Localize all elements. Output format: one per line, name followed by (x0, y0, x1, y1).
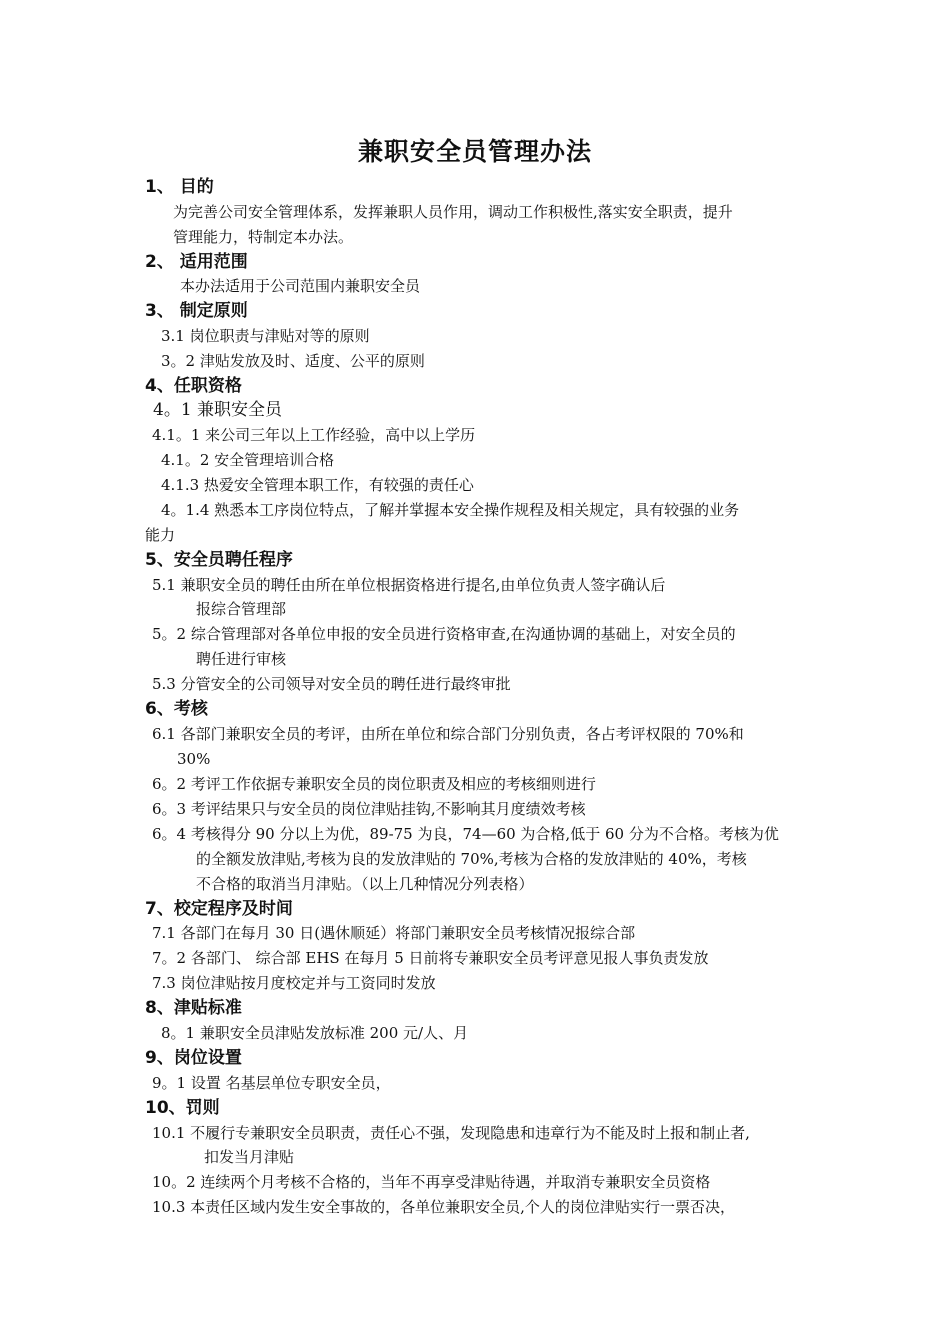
paragraph-line: 6.1 各部门兼职安全员的考评，由所在单位和综合部门分别负责，各占考评权限的 70%和 (152, 725, 744, 743)
section-heading: 10、罚则 (145, 1098, 220, 1118)
paragraph-line: 5。2 综合管理部对各单位申报的安全员进行资格审查,在沟通协调的基础上，对安全员的 (152, 625, 736, 643)
paragraph-line: 10.3 本责任区域内发生安全事故的，各单位兼职安全员,个人的岗位津贴实行一票否决， (152, 1198, 735, 1216)
paragraph-line: 6。2 考评工作依据专兼职安全员的岗位职责及相应的考核细则进行 (152, 775, 596, 793)
paragraph-line: 6。3 考评结果只与安全员的岗位津贴挂钩,不影响其月度绩效考核 (152, 800, 586, 818)
paragraph-line: 为完善公司安全管理体系，发挥兼职人员作用，调动工作积极性,落实安全职责，提升 (173, 203, 733, 221)
subsection-title: 4。1 兼职安全员 (153, 400, 283, 420)
paragraph-line: 不合格的取消当月津贴。（以上几种情况分列表格） (196, 875, 534, 893)
section-heading: 7、校定程序及时间 (145, 899, 293, 919)
paragraph-line: 聘任进行审核 (196, 650, 287, 668)
paragraph-line: 的全额发放津贴,考核为良的发放津贴的 70%,考核为合格的发放津贴的 40%，考核 (196, 850, 747, 868)
section-heading: 5、安全员聘任程序 (145, 550, 293, 570)
page-title: 兼职安全员管理办法 (357, 137, 592, 166)
paragraph-line: 7.3 岗位津贴按月度校定并与工资同时发放 (152, 974, 436, 992)
paragraph-line: 30% (177, 750, 211, 768)
paragraph-line: 5.1 兼职安全员的聘任由所在单位根据资格进行提名,由单位负责人签字确认后 (152, 576, 666, 594)
paragraph-line: 报综合管理部 (196, 600, 287, 618)
section-heading: 2、 适用范围 (145, 252, 248, 272)
paragraph-line: 4.1.3 热爱安全管理本职工作，有较强的责任心 (161, 476, 474, 494)
section-heading: 1、 目的 (145, 177, 214, 197)
paragraph-line: 4.1。2 安全管理培训合格 (161, 451, 335, 469)
paragraph-line: 9。1 设置 名基层单位专职安全员， (152, 1074, 391, 1092)
paragraph-line: 7。2 各部门、 综合部 EHS 在每月 5 日前将专兼职安全员考评意见报人事负责发放 (152, 949, 709, 967)
paragraph-line: 3.1 岗位职责与津贴对等的原则 (161, 327, 370, 345)
paragraph-line: 5.3 分管安全的公司领导对安全员的聘任进行最终审批 (152, 675, 511, 693)
paragraph-line: 10。2 连续两个月考核不合格的，当年不再享受津贴待遇，并取消专兼职安全员资格 (152, 1173, 711, 1191)
paragraph-line: 能力 (145, 526, 176, 544)
section-heading: 3、 制定原则 (145, 301, 248, 321)
paragraph-line: 4。1.4 熟悉本工序岗位特点，了解并掌握本安全操作规程及相关规定，具有较强的业务 (161, 501, 740, 519)
paragraph-line: 本办法适用于公司范围内兼职安全员 (180, 277, 421, 295)
paragraph-line: 管理能力，特制定本办法。 (173, 228, 354, 246)
section-heading: 4、任职资格 (145, 376, 242, 396)
paragraph-line: 4.1。1 来公司三年以上工作经验，高中以上学历 (152, 426, 476, 444)
section-heading: 6、考核 (145, 699, 208, 719)
paragraph-line: 10.1 不履行专兼职安全员职责，责任心不强，发现隐患和违章行为不能及时上报和制止者, (152, 1124, 750, 1142)
paragraph-line: 6。4 考核得分 90 分以上为优，89-75 为良，74—60 为合格,低于 60 分为不合格。考核为优 (152, 825, 779, 843)
section-heading: 9、岗位设置 (145, 1048, 242, 1068)
section-heading: 8、津贴标准 (145, 998, 242, 1018)
paragraph-line: 3。2 津贴发放及时、适度、公平的原则 (161, 352, 425, 370)
paragraph-line: 8。1 兼职安全员津贴发放标准 200 元/人、月 (161, 1024, 469, 1042)
paragraph-line: 7.1 各部门在每月 30 日(遇休顺延）将部门兼职安全员考核情况报综合部 (152, 924, 636, 942)
paragraph-line: 扣发当月津贴 (204, 1148, 295, 1166)
